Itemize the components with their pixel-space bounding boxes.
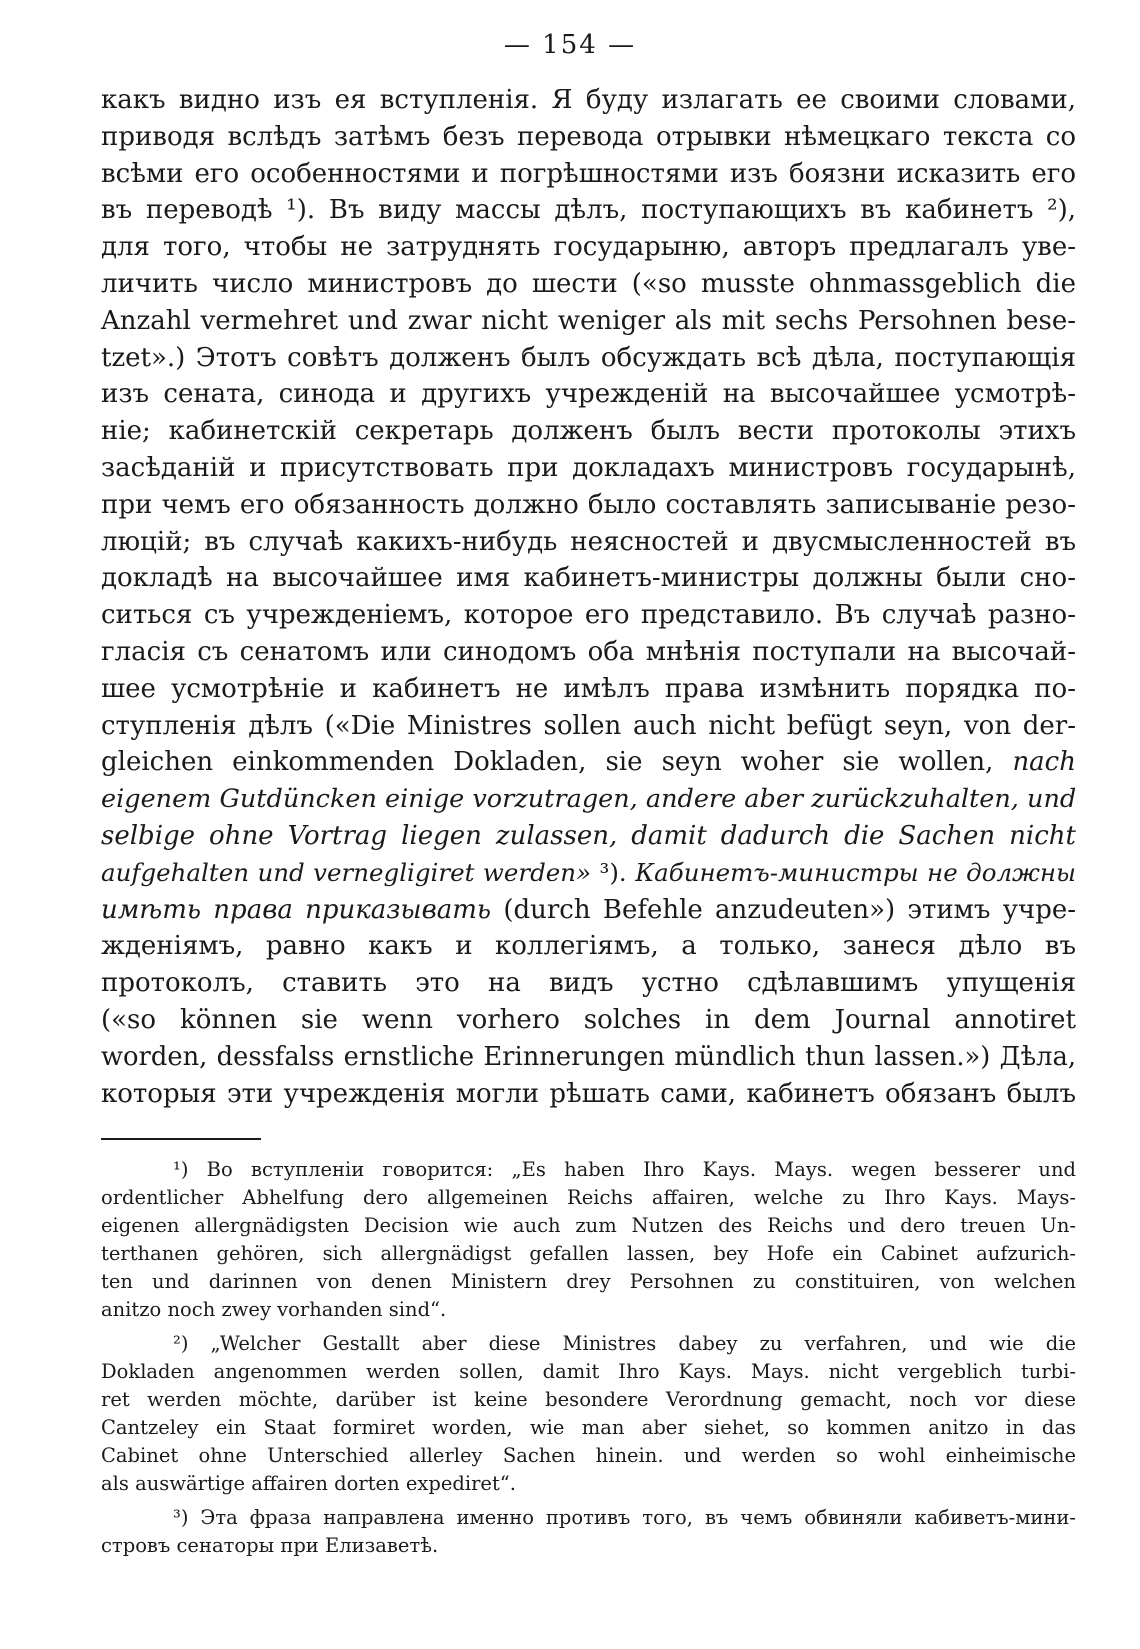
page-number: — 154 —: [503, 30, 637, 60]
text-line: гласія съ сенатомъ или синодомъ оба мнѣнія поступали на высочай-: [101, 636, 1076, 667]
footnote-line: eigenen allergnädigsten Decision wie auch zum Nutzen des Reichs und dero treuen Un-: [101, 1214, 1076, 1237]
footnote-line: terthanen gehören, sich allergnädigst gefallen lassen, bey Hofe ein Cabinet aufzurich-: [101, 1242, 1076, 1265]
footnote-line: Dokladen angenommen werden sollen, damit Ihro Kays. Mays. nicht vergeblich turbi-: [101, 1360, 1076, 1383]
text-line: люцій; въ случаѣ какихъ-нибудь неясностей и двусмысленностей въ: [101, 526, 1076, 557]
text-line: [101, 818, 1076, 855]
text-segment: (durch Befehle anzudeuten») этимъ учре-: [503, 894, 1077, 925]
italic-segment: имѣть права приказывать: [101, 894, 492, 925]
text-line: личить число министровъ до шести («so musste ohnmassgeblich die: [101, 268, 1076, 299]
footnotes: [101, 1156, 1076, 1560]
footnote-line: als auswärtige affairen dorten expediret“.: [101, 1472, 516, 1495]
text-line: [101, 892, 1076, 929]
text-line: ситься съ учрежденіемъ, которое его представило. Въ случаѣ разно-: [101, 600, 1076, 631]
footnote-1: [101, 1156, 1076, 1324]
text-line: [101, 744, 1076, 781]
text-line: [101, 781, 1076, 818]
main-text: [101, 82, 1076, 1112]
text-line: засѣданій и присутствовать при докладахъ министровъ государынѣ,: [101, 452, 1076, 483]
text-line: ніе; кабинетскій секретарь долженъ былъ вести протоколы этихъ: [101, 416, 1076, 447]
footnote-divider: [101, 1138, 261, 1140]
footnote-line: ²) „Welcher Gestallt aber diese Ministres dabey zu verfahren, und wie die: [173, 1332, 1076, 1355]
text-line: приводя вслѣдъ затѣмъ безъ перевода отрывки нѣмецкаго текста со: [101, 121, 1076, 152]
text-line: tzet».) Этотъ совѣтъ долженъ былъ обсуждать всѣ дѣла, поступающія: [101, 342, 1076, 373]
footnote-line: ret werden möchte, darüber ist keine besondere Verordnung gemacht, noch vor diese: [101, 1388, 1076, 1411]
footnote-2: [101, 1330, 1076, 1498]
text-segment: gleichen einkommenden Dokladen, sie seyn woher sie wollen,: [101, 747, 994, 778]
text-line: въ переводѣ ¹). Въ виду массы дѣлъ, поступающихъ въ кабинетъ ²),: [101, 195, 1076, 226]
text-line: («so können sie wenn vorhero solches in dem Journal annotiret: [101, 1004, 1076, 1035]
footnote-line: ³) Эта фраза направлена именно противъ того, въ чемъ обвиняли кабиветъ-мини-: [173, 1506, 1076, 1529]
footnote-line: Cabinet ohne Unterschied allerley Sachen hinein. und werden so wohl einheimische: [101, 1444, 1076, 1467]
text-line: ступленія дѣлъ («Die Ministres sollen auch nicht befügt seyn, von der-: [101, 710, 1076, 741]
text-line: жденіямъ, равно какъ и коллегіямъ, а только, занеся дѣло въ: [101, 931, 1076, 962]
italic-segment: selbige ohne Vortrag liegen zulassen, damit dadurch die Sachen nicht: [101, 820, 1076, 851]
text-line: Anzahl vermehret und zwar nicht weniger als mit sechs Persohnen bese-: [101, 305, 1076, 336]
italic-segment: aufgehalten und vernegligiret werden»: [101, 857, 592, 887]
text-line: worden, dessfalss ernstliche Erinnerungen mündlich thun lassen.») Дѣла,: [101, 1041, 1076, 1072]
footnote-ref: ³).: [599, 857, 627, 887]
text-line: протоколъ, ставить это на видъ устно сдѣлавшимъ упущенія: [101, 968, 1076, 999]
footnote-3: [101, 1504, 1076, 1560]
footnote-line: ¹) Во вступленіи говорится: „Es haben Ihro Kays. Mays. wegen besserer und: [173, 1158, 1076, 1181]
text-line: докладѣ на высочайшее имя кабинетъ-министры должны были сно-: [101, 563, 1076, 594]
text-line: какъ видно изъ ея вступленія. Я буду излагать ее своими словами,: [101, 85, 1076, 115]
text-line: [101, 855, 1076, 892]
italic-segment: nach: [1012, 747, 1076, 778]
text-line: изъ сената, синода и другихъ учрежденій на высочайшее усмотрѣ-: [101, 379, 1076, 410]
italic-segment: Кабинетъ-министры не должны: [635, 857, 1076, 887]
footnote-line: anitzo noch zwey vorhanden sind“.: [101, 1298, 447, 1321]
text-line: для того, чтобы не затруднять государыню, авторъ предлагалъ уве-: [101, 232, 1076, 263]
text-line: которыя эти учрежденія могли рѣшать сами, кабинетъ обязанъ былъ: [101, 1078, 1076, 1109]
footnote-line: стровъ сенаторы при Елизаветѣ.: [101, 1534, 439, 1557]
text-line: шее усмотрѣніе и кабинетъ не имѣлъ права измѣнить порядка по-: [101, 673, 1076, 704]
footnote-line: ten und darinnen von denen Ministern drey Persohnen zu constituiren, von welchen: [101, 1270, 1076, 1293]
footnote-line: ordentlicher Abhelfung dero allgemeinen Reichs affairen, welche zu Ihro Kays. Mays-: [101, 1186, 1076, 1209]
text-line: всѣми его особенностями и погрѣшностями изъ боязни исказить его: [101, 158, 1076, 189]
text-line: при чемъ его обязанность должно было составлять записываніе резо-: [101, 489, 1076, 520]
italic-segment: eigenem Gutdüncken einige vorzutragen, andere aber zurückzuhalten, und: [101, 784, 1077, 815]
footnote-line: Cantzeley ein Staat formiret worden, wie man aber siehet, so kommen anitzo in das: [101, 1416, 1076, 1439]
